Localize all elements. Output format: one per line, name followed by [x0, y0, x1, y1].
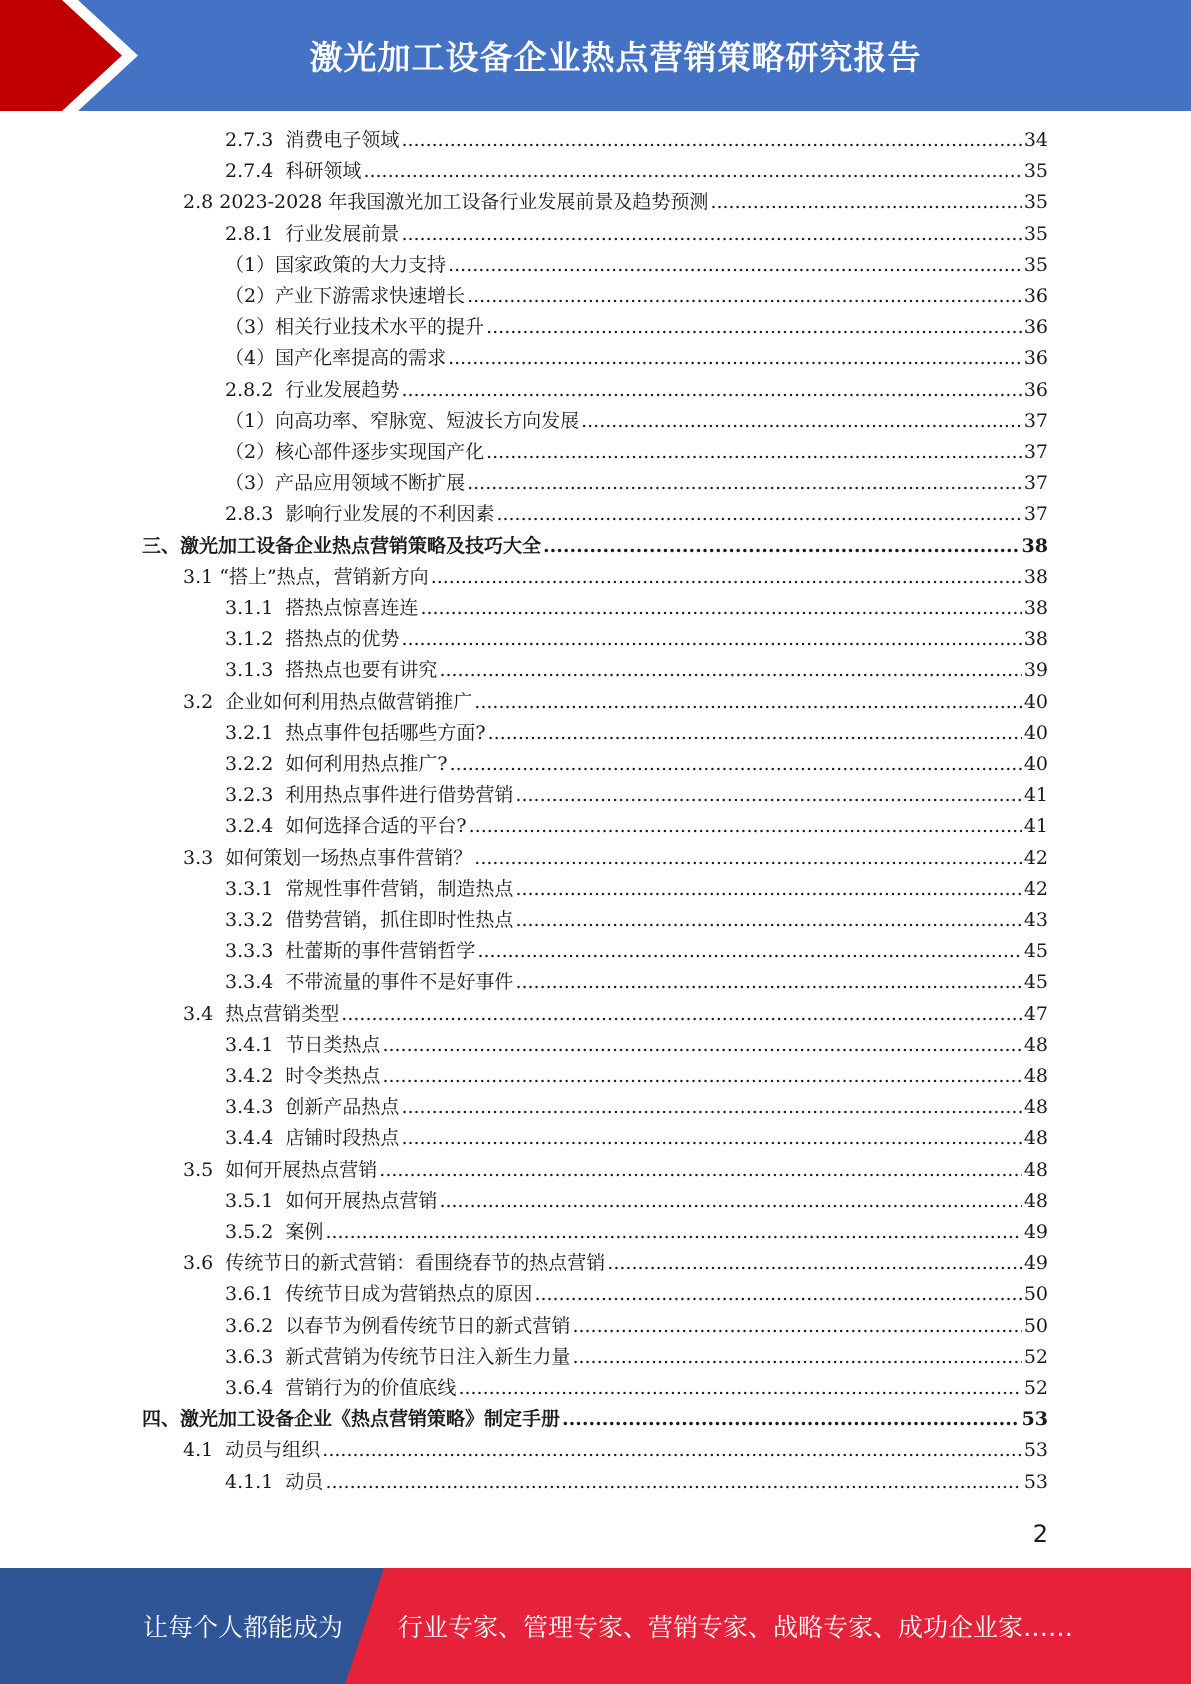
toc-entry[interactable]	[225, 440, 1048, 464]
toc-entry-title: （2）核心部件逐步实现国产化	[225, 441, 485, 463]
toc-entry[interactable]	[183, 565, 1048, 589]
toc-leader-dots	[450, 752, 1022, 776]
toc-entry-page: 36	[1023, 347, 1048, 370]
toc-leader-dots	[515, 877, 1021, 901]
toc-entry[interactable]	[225, 970, 1048, 994]
toc-entry-title: 3.4.1 节日类热点	[225, 1033, 381, 1056]
toc-leader-dots	[401, 222, 1021, 246]
toc-entry-title: 3.1.2 搭热点的优势	[225, 628, 400, 651]
toc-entry-title: 2.7.3 消费电子领域	[225, 129, 400, 151]
toc-entry-page: 45	[1023, 940, 1048, 963]
toc-entry[interactable]	[225, 1376, 1048, 1400]
toc-entry-page: 40	[1023, 753, 1048, 775]
toc-leader-dots	[379, 1158, 1022, 1182]
toc-leader-dots	[401, 1126, 1021, 1150]
toc-entry-title: 3.2.4 如何选择合适的平台?	[225, 815, 467, 838]
toc-entry-title: 3.6.2 以春节为例看传统节日的新式营销	[225, 1314, 571, 1337]
toc-leader-dots	[572, 1314, 1021, 1338]
toc-entry-title: 2.8.1 行业发展前景	[225, 222, 400, 245]
toc-entry-page: 36	[1023, 378, 1048, 401]
toc-entry-title: 3.3.3 杜蕾斯的事件营销哲学	[225, 940, 476, 963]
toc-entry-page: 45	[1023, 971, 1048, 994]
toc-entry-title: 3.2.2 如何利用热点推广?	[225, 753, 448, 775]
toc-leader-dots	[382, 1033, 1021, 1057]
toc-entry-title: 3.1 “搭上”热点，营销新方向	[183, 565, 429, 588]
toc-leader-dots	[477, 939, 1021, 963]
toc-leader-dots	[325, 1470, 1021, 1494]
page-header	[0, 0, 1191, 111]
toc-entry-page: 40	[1023, 721, 1048, 744]
toc-entry-title: 2.7.4 科研领域	[225, 160, 362, 183]
toc-entry[interactable]	[225, 1064, 1048, 1088]
toc-entry[interactable]	[225, 658, 1048, 682]
toc-entry[interactable]	[142, 534, 1048, 558]
toc-leader-dots	[401, 378, 1021, 402]
toc-entry[interactable]	[225, 939, 1048, 963]
toc-leader-dots	[474, 690, 1022, 714]
toc-leader-dots	[486, 440, 1022, 464]
toc-entry[interactable]	[225, 814, 1048, 838]
toc-entry[interactable]	[225, 1126, 1048, 1150]
toc-leader-dots	[572, 1345, 1021, 1369]
footer-slogan-right: 行业专家、管理专家、营销专家、战略专家、成功企业家……	[398, 1613, 1074, 1642]
toc-entry-page: 42	[1023, 846, 1048, 869]
toc-entry[interactable]	[225, 346, 1048, 370]
toc-entry-page: 35	[1023, 191, 1048, 214]
toc-entry[interactable]	[225, 752, 1048, 776]
toc-entry[interactable]	[225, 596, 1048, 620]
toc-entry-title: 四、激光加工设备企业《热点营销策略》制定手册	[142, 1408, 561, 1431]
toc-entry-page: 37	[1023, 472, 1048, 495]
toc-leader-dots	[496, 502, 1021, 526]
toc-entry-title: 3.1.3 搭热点也要有讲究	[225, 659, 438, 682]
toc-leader-dots	[401, 128, 1021, 152]
toc-leader-dots	[439, 658, 1021, 682]
toc-leader-dots	[562, 1407, 1020, 1431]
toc-entry[interactable]	[225, 1033, 1048, 1057]
toc-leader-dots	[474, 846, 1022, 870]
toc-entry[interactable]	[183, 1251, 1048, 1275]
toc-entry-title: 3.4.3 创新产品热点	[225, 1096, 400, 1119]
toc-leader-dots	[581, 409, 1022, 433]
toc-entry-page: 35	[1023, 222, 1048, 245]
toc-entry[interactable]	[225, 1470, 1048, 1494]
toc-entry-page: 37	[1023, 441, 1048, 463]
toc-entry[interactable]	[225, 471, 1048, 495]
toc-entry-title: 3.2.1 热点事件包括哪些方面?	[225, 721, 486, 744]
toc-entry[interactable]	[225, 222, 1048, 246]
toc-leader-dots	[458, 1376, 1021, 1400]
toc-entry-page: 38	[1021, 534, 1048, 557]
toc-entry[interactable]	[225, 128, 1048, 152]
toc-entry[interactable]	[225, 502, 1048, 526]
toc-entry-title: 4.1 动员与组织	[183, 1439, 321, 1462]
toc-leader-dots	[448, 346, 1022, 370]
toc-entry-title: （3）产品应用领域不断扩展	[225, 472, 466, 495]
toc-leader-dots	[515, 783, 1021, 807]
toc-entry-title: 3.3.4 不带流量的事件不是好事件	[225, 971, 514, 994]
toc-entry-page: 41	[1023, 815, 1048, 838]
toc-entry[interactable]	[225, 1189, 1048, 1213]
toc-entry-page: 50	[1023, 1314, 1048, 1337]
toc-entry-title: （4）国产化率提高的需求	[225, 347, 447, 370]
toc-entry-page: 47	[1023, 1002, 1048, 1025]
toc-entry[interactable]	[225, 1220, 1048, 1244]
toc-entry-title: 3.6.3 新式营销为传统节日注入新生力量	[225, 1345, 571, 1368]
toc-entry-page: 48	[1023, 1158, 1048, 1181]
toc-entry-page: 53	[1021, 1408, 1048, 1431]
header-arrow-icon	[0, 0, 170, 111]
toc-entry[interactable]	[183, 1158, 1048, 1182]
toc-entry-title: （1）向高功率、窄脉宽、短波长方向发展	[225, 409, 580, 432]
toc-entry[interactable]	[183, 846, 1048, 870]
report-title: 激光加工设备企业热点营销策略研究报告	[309, 38, 922, 77]
toc-entry-title: 3.6.4 营销行为的价值底线	[225, 1377, 457, 1399]
toc-entry[interactable]	[183, 190, 1048, 214]
toc-entry-page: 48	[1023, 1065, 1048, 1087]
toc-leader-dots	[710, 190, 1021, 214]
toc-entry[interactable]	[225, 721, 1048, 745]
toc-entry-title: 3.2 企业如何利用热点做营销推广	[183, 690, 473, 713]
toc-leader-dots	[467, 284, 1022, 308]
toc-entry-page: 53	[1023, 1470, 1048, 1493]
toc-entry-page: 49	[1023, 1221, 1048, 1243]
toc-entry[interactable]	[225, 783, 1048, 807]
toc-entry[interactable]	[225, 253, 1048, 277]
toc-leader-dots	[382, 1064, 1021, 1088]
toc-entry-page: 37	[1023, 409, 1048, 432]
toc-entry-title: 3.4.4 店铺时段热点	[225, 1127, 400, 1150]
toc-entry-page: 52	[1023, 1345, 1048, 1368]
toc-leader-dots	[543, 534, 1020, 558]
toc-entry-page: 48	[1023, 1127, 1048, 1150]
toc-entry-title: （1）国家政策的大力支持	[225, 253, 447, 276]
toc-entry-title: 3.5.1 如何开展热点营销	[225, 1189, 438, 1212]
toc-entry-title: 3.5 如何开展热点营销	[183, 1158, 378, 1181]
toc-leader-dots	[325, 1220, 1021, 1244]
toc-leader-dots	[515, 908, 1021, 932]
toc-entry-page: 41	[1023, 784, 1048, 807]
toc-entry-page: 37	[1023, 503, 1048, 526]
toc-entry-title: 2.8.2 行业发展趋势	[225, 378, 400, 401]
page-footer	[0, 1568, 1191, 1684]
toc-entry-title: 3.3.1 常规性事件营销，制造热点	[225, 877, 514, 900]
toc-entry-page: 50	[1023, 1283, 1048, 1306]
toc-entry[interactable]	[225, 1282, 1048, 1306]
toc-leader-dots	[341, 1002, 1022, 1026]
toc-entry-page: 38	[1023, 565, 1048, 588]
toc-entry-page: 49	[1023, 1252, 1048, 1275]
toc-entry[interactable]	[225, 284, 1048, 308]
toc-entry-page: 48	[1023, 1096, 1048, 1119]
toc-entry-page: 48	[1023, 1033, 1048, 1056]
toc-entry-title: 3.4 热点营销类型	[183, 1002, 340, 1025]
toc-entry[interactable]	[142, 1407, 1048, 1431]
toc-leader-dots	[363, 159, 1021, 183]
toc-entry[interactable]	[225, 627, 1048, 651]
toc-entry-title: 3.2.3 利用热点事件进行借势营销	[225, 784, 514, 807]
toc-entry-page: 53	[1023, 1439, 1048, 1462]
toc-entry[interactable]	[183, 1438, 1048, 1462]
toc-leader-dots	[322, 1438, 1022, 1462]
page-number: 2	[1032, 1520, 1048, 1548]
toc-entry-title: 三、激光加工设备企业热点营销策略及技巧大全	[142, 534, 542, 557]
toc-leader-dots	[439, 1189, 1021, 1213]
toc-leader-dots	[486, 315, 1022, 339]
toc-entry-title: （2）产业下游需求快速增长	[225, 285, 466, 307]
toc-entry-title: 2.8.3 影响行业发展的不利因素	[225, 503, 495, 526]
toc-leader-dots	[401, 1095, 1021, 1119]
toc-entry-page: 36	[1023, 316, 1048, 339]
toc-entry-page: 36	[1023, 285, 1048, 307]
toc-entry-page: 39	[1023, 659, 1048, 682]
toc-leader-dots	[488, 721, 1022, 745]
footer-slogan-left: 让每个人都能成为	[143, 1613, 344, 1642]
toc-entry-page: 40	[1023, 690, 1048, 713]
toc-entry[interactable]	[225, 409, 1048, 433]
toc-entry[interactable]	[225, 315, 1048, 339]
toc-leader-dots	[448, 253, 1022, 277]
toc-entry-title: 3.3.2 借势营销，抓住即时性热点	[225, 909, 514, 931]
toc-entry[interactable]	[225, 877, 1048, 901]
toc-entry[interactable]	[225, 1345, 1048, 1369]
toc-entry[interactable]	[225, 1314, 1048, 1338]
toc-entry-title: （3）相关行业技术水平的提升	[225, 316, 485, 339]
toc-entry-page: 52	[1023, 1377, 1048, 1399]
toc-entry-title: 3.1.1 搭热点惊喜连连	[225, 597, 419, 619]
toc-leader-dots	[534, 1282, 1021, 1306]
toc-entry-page: 43	[1023, 909, 1048, 931]
toc-entry[interactable]	[183, 1002, 1048, 1026]
toc-leader-dots	[607, 1251, 1022, 1275]
toc-leader-dots	[401, 627, 1021, 651]
toc-entry[interactable]	[225, 378, 1048, 402]
toc-entry[interactable]	[225, 159, 1048, 183]
toc-entry-title: 3.3 如何策划一场热点事件营销？	[183, 846, 473, 869]
toc-entry-page: 38	[1023, 597, 1048, 619]
toc-leader-dots	[467, 471, 1022, 495]
toc-entry[interactable]	[183, 690, 1048, 714]
toc-entry[interactable]	[225, 1095, 1048, 1119]
toc-entry-title: 4.1.1 动员	[225, 1470, 324, 1493]
toc-leader-dots	[420, 596, 1021, 620]
toc-entry-page: 35	[1023, 160, 1048, 183]
toc-leader-dots	[515, 970, 1021, 994]
toc-entry-page: 35	[1023, 253, 1048, 276]
toc-entry[interactable]	[225, 908, 1048, 932]
toc-leader-dots	[431, 565, 1022, 589]
toc-entry-title: 3.5.2 案例	[225, 1221, 324, 1243]
toc-entry-page: 42	[1023, 877, 1048, 900]
toc-entry-title: 3.4.2 时令类热点	[225, 1065, 381, 1087]
toc-leader-dots	[469, 814, 1022, 838]
toc-entry-page: 38	[1023, 628, 1048, 651]
toc-entry-title: 3.6 传统节日的新式营销：看围绕春节的热点营销	[183, 1252, 606, 1275]
toc-entry-title: 2.8 2023-2028 年我国激光加工设备行业发展前景及趋势预测	[183, 191, 709, 214]
toc-entry-page: 48	[1023, 1189, 1048, 1212]
toc-entry-page: 34	[1023, 129, 1048, 151]
toc-entry-title: 3.6.1 传统节日成为营销热点的原因	[225, 1283, 533, 1306]
